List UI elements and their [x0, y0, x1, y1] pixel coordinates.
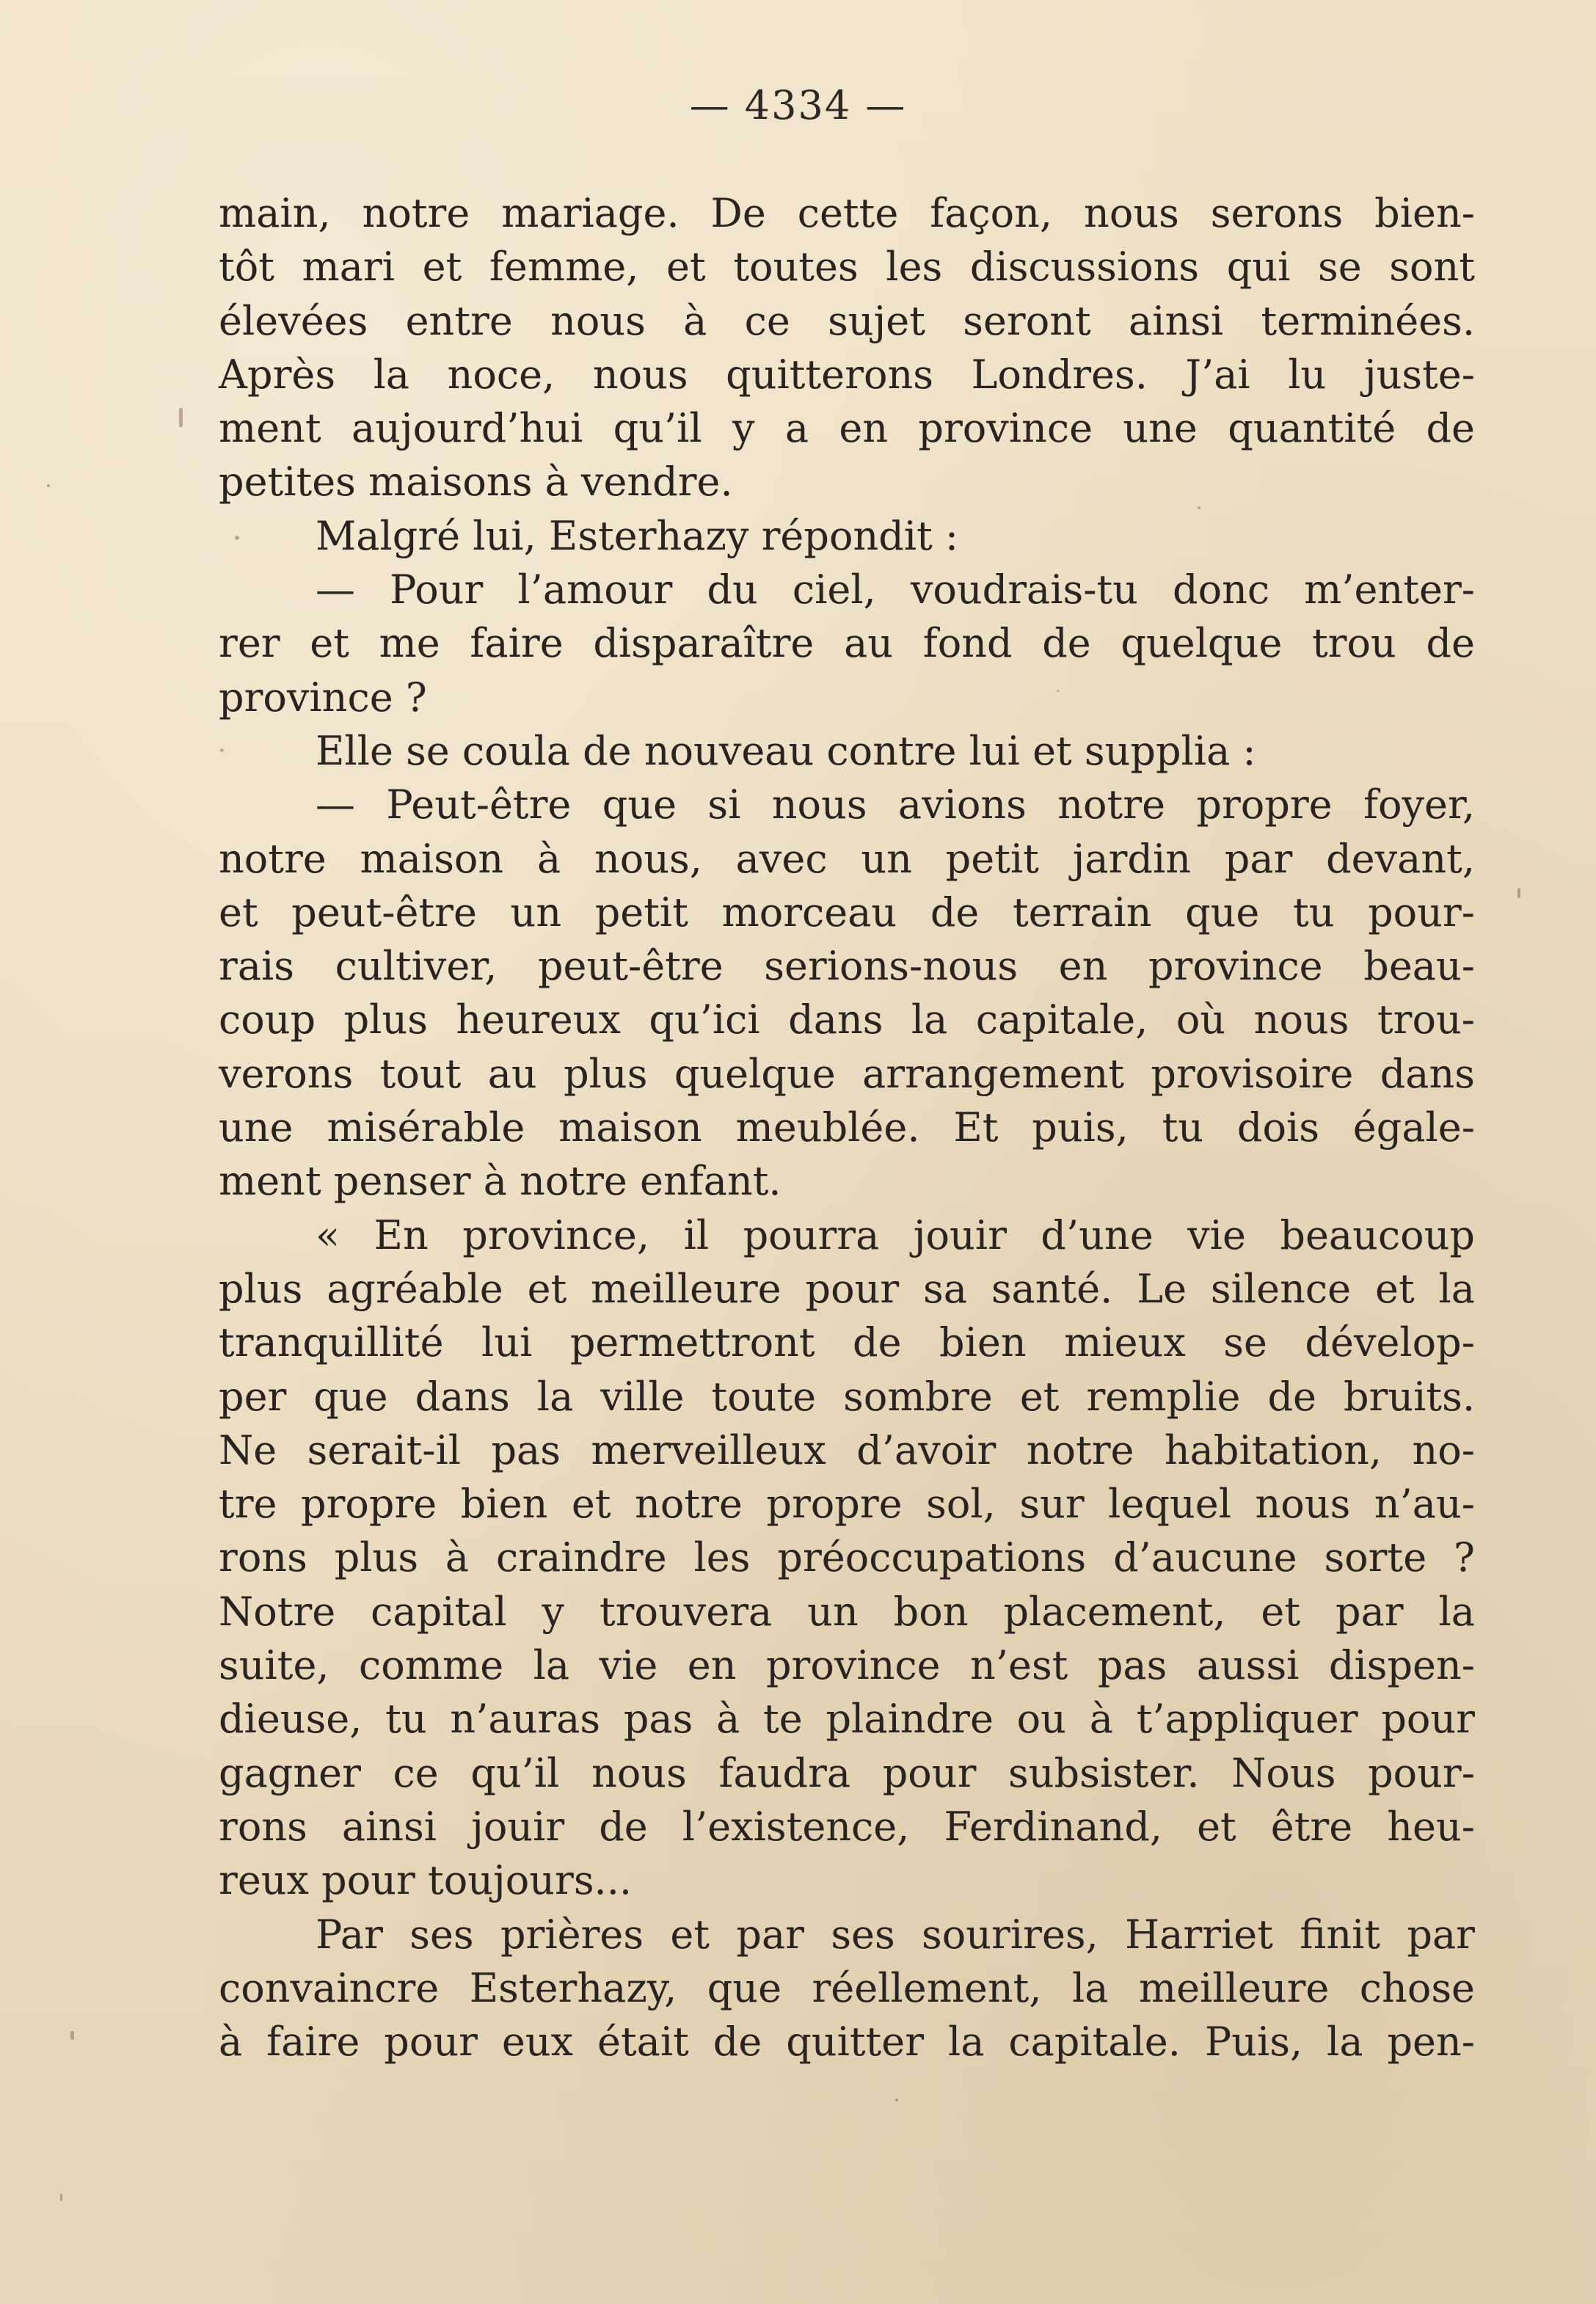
text-line: gagner ce qu’il nous faudra pour subsister. Nous pour-	[219, 1749, 1475, 1796]
page-number: — 4334 —	[689, 82, 907, 128]
text-line: per que dans la ville toute sombre et remplie de bruits.	[219, 1373, 1475, 1420]
text-line: une misérable maison meublée. Et puis, tu dois égale-	[219, 1104, 1475, 1151]
paper-speck	[70, 2031, 74, 2040]
text-line: ment aujourd’hui qu’il y a en province une quantité de	[219, 405, 1475, 452]
text-line: rons ainsi jouir de l’existence, Ferdinand, et être heu-	[219, 1803, 1475, 1850]
text-line: petites maisons à vendre.	[219, 459, 733, 506]
paper-speck	[235, 536, 239, 540]
text-line: Elle se coula de nouveau contre lui et supplia :	[316, 727, 1256, 774]
text-line: élevées entre nous à ce sujet seront ainsi terminées.	[219, 297, 1475, 344]
text-line: main, notre mariage. De cette façon, nous serons bien-	[219, 190, 1475, 236]
text-line: — Pour l’amour du ciel, voudrais-tu donc m’enter-	[316, 566, 1475, 613]
text-line: — Peut-être que si nous avions notre propre foyer,	[316, 781, 1475, 828]
paper-speck	[179, 408, 183, 427]
text-line: tranquillité lui permettront de bien mieux se dévelop-	[219, 1319, 1475, 1366]
text-line: ment penser à notre enfant.	[219, 1158, 781, 1205]
text-line: convaincre Esterhazy, que réellement, la meilleure chose	[219, 1964, 1475, 2011]
text-line: dieuse, tu n’auras pas à te plaindre ou à t’appliquer pour	[219, 1696, 1475, 1743]
text-line: Après la noce, nous quitterons Londres. J’ai lu juste-	[219, 351, 1475, 398]
text-line: notre maison à nous, avec un petit jardin par devant,	[219, 835, 1475, 882]
paper-speck	[47, 484, 50, 487]
paper-speck	[1057, 690, 1059, 692]
paper-speck	[1517, 888, 1520, 898]
text-line: suite, comme la vie en province n’est pas aussi dispen-	[219, 1642, 1475, 1689]
text-line: à faire pour eux était de quitter la capitale. Puis, la pen-	[219, 2019, 1475, 2066]
text-line: rais cultiver, peut-être serions-nous en province beau-	[219, 943, 1475, 990]
text-line: Par ses prières et par ses sourires, Harriet finit par	[316, 1911, 1475, 1958]
text-line: plus agréable et meilleure pour sa santé. Le silence et la	[219, 1265, 1475, 1312]
text-line: Ne serait-il pas merveilleux d’avoir notre habitation, no-	[219, 1426, 1475, 1473]
text-line: tre propre bien et notre propre sol, sur lequel nous n’au-	[219, 1481, 1475, 1528]
paper-speck	[60, 2194, 62, 2201]
text-line: Notre capital y trouvera un bon placement, et par la	[219, 1588, 1475, 1635]
text-line: province ?	[219, 674, 427, 721]
text-line: coup plus heureux qu’ici dans la capitale, où nous trou-	[219, 996, 1475, 1043]
text-line: verons tout au plus quelque arrangement provisoire dans	[219, 1050, 1475, 1097]
text-line: rer et me faire disparaître au fond de quelque trou de	[219, 620, 1475, 667]
text-line: reux pour toujours...	[219, 1857, 633, 1904]
text-line: « En province, il pourra jouir d’une vie beaucoup	[316, 1211, 1475, 1258]
text-line: et peut-être un petit morceau de terrain que tu pour-	[219, 889, 1475, 936]
text-line: Malgré lui, Esterhazy répondit :	[316, 512, 959, 559]
body-text	[219, 186, 1475, 2068]
text-line: tôt mari et femme, et toutes les discussions qui se sont	[219, 244, 1475, 291]
paper-speck	[895, 2099, 898, 2101]
paper-speck	[220, 748, 224, 752]
text-line: rons plus à craindre les préoccupations d’aucune sorte ?	[219, 1534, 1475, 1581]
paper-speck	[1198, 506, 1200, 509]
